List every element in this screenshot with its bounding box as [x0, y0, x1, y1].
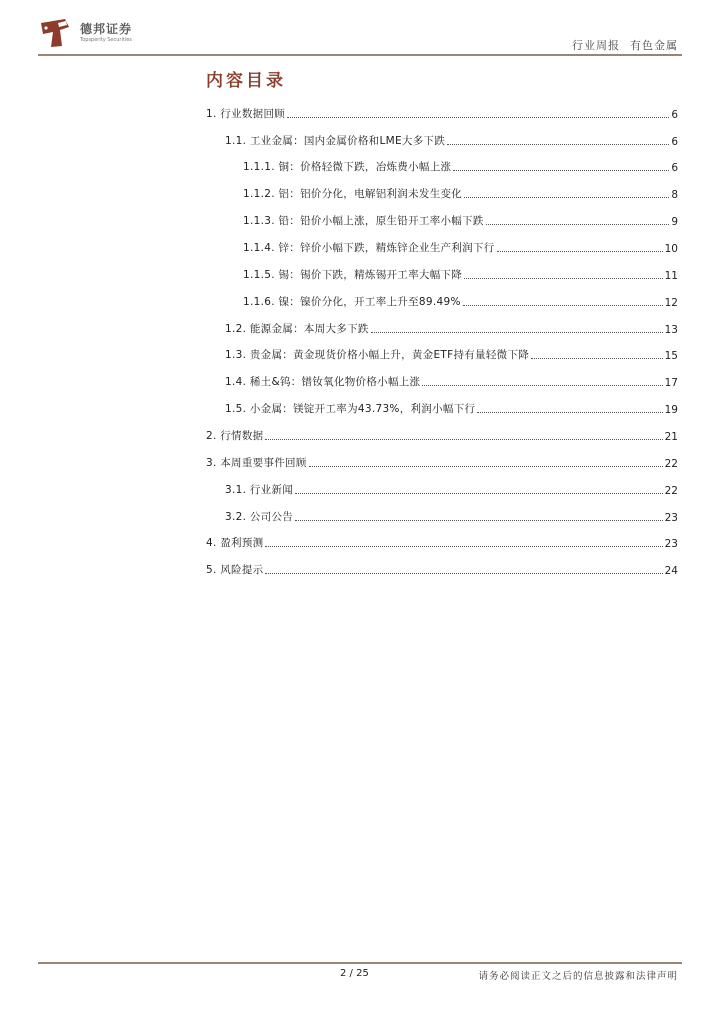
- toc-entry-label: 1.3. 贵金属：黄金现货价格小幅上升，黄金ETF持有量轻微下降: [225, 349, 530, 361]
- toc-entry[interactable]: [225, 400, 678, 416]
- toc-entry[interactable]: [243, 266, 678, 282]
- toc-entry-page: 22: [664, 485, 678, 497]
- report-header-tags: [572, 37, 678, 53]
- report-sector: 有色金属: [630, 39, 678, 52]
- toc-entry-page: 6: [671, 136, 678, 148]
- toc-entry-page: 11: [664, 270, 678, 282]
- toc-dot-leader: [447, 144, 669, 145]
- toc-dot-leader: [464, 278, 663, 279]
- toc-entry-label: 1.2. 能源金属：本周大多下跌: [225, 323, 369, 335]
- toc-entry-label: 1. 行业数据回顾: [206, 108, 286, 120]
- toc-entry-label: 4. 盈利预测: [206, 537, 264, 549]
- toc-entry[interactable]: [206, 105, 678, 121]
- toc-entry[interactable]: [243, 212, 678, 228]
- toc-entry-page: 17: [664, 377, 678, 389]
- toc-entry-label: 1.1.3. 铅：铅价小幅上涨，原生铅开工率小幅下跌: [243, 215, 484, 227]
- legal-notice: 请务必阅读正文之后的信息披露和法律声明: [478, 971, 678, 982]
- toc-entry-page: 8: [671, 189, 678, 201]
- toc-entry-label: 5. 风险提示: [206, 564, 264, 576]
- toc-entry-label: 1.1.6. 镍：镍价分化，开工率上升至89.49%: [243, 296, 461, 308]
- company-logo: [38, 16, 168, 50]
- toc-entry[interactable]: [225, 346, 678, 362]
- brand-name-cn: 德邦证券: [80, 22, 133, 36]
- toc-entry-label: 1.1. 工业金属：国内金属价格和LME大多下跌: [225, 135, 446, 147]
- toc-title: 内容目录: [206, 71, 286, 91]
- toc-entry-page: 23: [664, 512, 678, 524]
- toc-entry-label: 1.1.5. 锡：锡价下跌，精炼锡开工率大幅下降: [243, 269, 463, 281]
- toc-entry[interactable]: [225, 320, 678, 336]
- toc-entry-label: 1.1.4. 锌：锌价小幅下跌，精炼锌企业生产利润下行: [243, 242, 495, 254]
- toc-entry[interactable]: [225, 132, 678, 148]
- toc-entry[interactable]: [206, 454, 678, 470]
- toc-entry-label: 3.1. 行业新闻: [225, 484, 294, 496]
- toc-entry-page: 6: [671, 162, 678, 174]
- toc-entry-label: 3. 本周重要事件回顾: [206, 457, 307, 469]
- toc-entry[interactable]: [206, 561, 678, 577]
- toc-entry-label: 1.4. 稀土&钨：镨钕氧化物价格小幅上涨: [225, 376, 421, 388]
- toc-entry[interactable]: [225, 481, 678, 497]
- toc-entry-label: 2. 行情数据: [206, 430, 264, 442]
- toc-entry-page: 6: [671, 109, 678, 121]
- toc-entry-page: 15: [664, 350, 678, 362]
- toc-dot-leader: [309, 466, 663, 467]
- toc-dot-leader: [265, 439, 662, 440]
- toc-entry[interactable]: [206, 427, 678, 443]
- logo-mark-icon: [38, 16, 72, 50]
- toc-entry-label: 1.5. 小金属：镁锭开工率为43.73%，利润小幅下行: [225, 403, 476, 415]
- report-type: 行业周报: [572, 39, 620, 52]
- brand-name-en: Topsperity Securities: [80, 37, 132, 43]
- toc-dot-leader: [464, 197, 669, 198]
- toc-dot-leader: [295, 520, 663, 521]
- toc-entry[interactable]: [243, 239, 678, 255]
- toc-dot-leader: [422, 385, 662, 386]
- toc-entry-page: 12: [664, 297, 678, 309]
- toc-entry-page: 23: [664, 538, 678, 550]
- toc-dot-leader: [265, 573, 662, 574]
- page-indicator: 2 / 25: [340, 968, 369, 979]
- toc-entry-page: 9: [671, 216, 678, 228]
- toc-entry-page: 22: [664, 458, 678, 470]
- toc-dot-leader: [295, 493, 663, 494]
- toc-dot-leader: [531, 358, 663, 359]
- toc-entry-page: 13: [664, 324, 678, 336]
- toc-dot-leader: [463, 305, 663, 306]
- toc-entry-page: 19: [664, 404, 678, 416]
- toc-entry[interactable]: [225, 508, 678, 524]
- toc-dot-leader: [486, 224, 670, 225]
- toc-entry[interactable]: [206, 534, 678, 550]
- toc-entry[interactable]: [243, 185, 678, 201]
- toc-dot-leader: [287, 117, 669, 118]
- toc-entry-label: 1.1.2. 铝：铝价分化，电解铝利润未发生变化: [243, 188, 463, 200]
- toc-entry-page: 21: [664, 431, 678, 443]
- toc-entry[interactable]: [225, 373, 678, 389]
- toc-dot-leader: [497, 251, 663, 252]
- toc-entry[interactable]: [243, 293, 678, 309]
- toc-dot-leader: [265, 546, 662, 547]
- toc-entry[interactable]: [243, 158, 678, 174]
- toc-dot-leader: [477, 412, 662, 413]
- toc-dot-leader: [453, 170, 669, 171]
- toc-entry-page: 24: [664, 565, 678, 577]
- toc-entry-page: 10: [664, 243, 678, 255]
- toc-entry-label: 3.2. 公司公告: [225, 511, 294, 523]
- toc-dot-leader: [371, 332, 663, 333]
- toc-entry-label: 1.1.1. 铜：价格轻微下跌，冶炼费小幅上涨: [243, 161, 452, 173]
- header-divider: [38, 54, 682, 56]
- footer-divider: [38, 962, 682, 964]
